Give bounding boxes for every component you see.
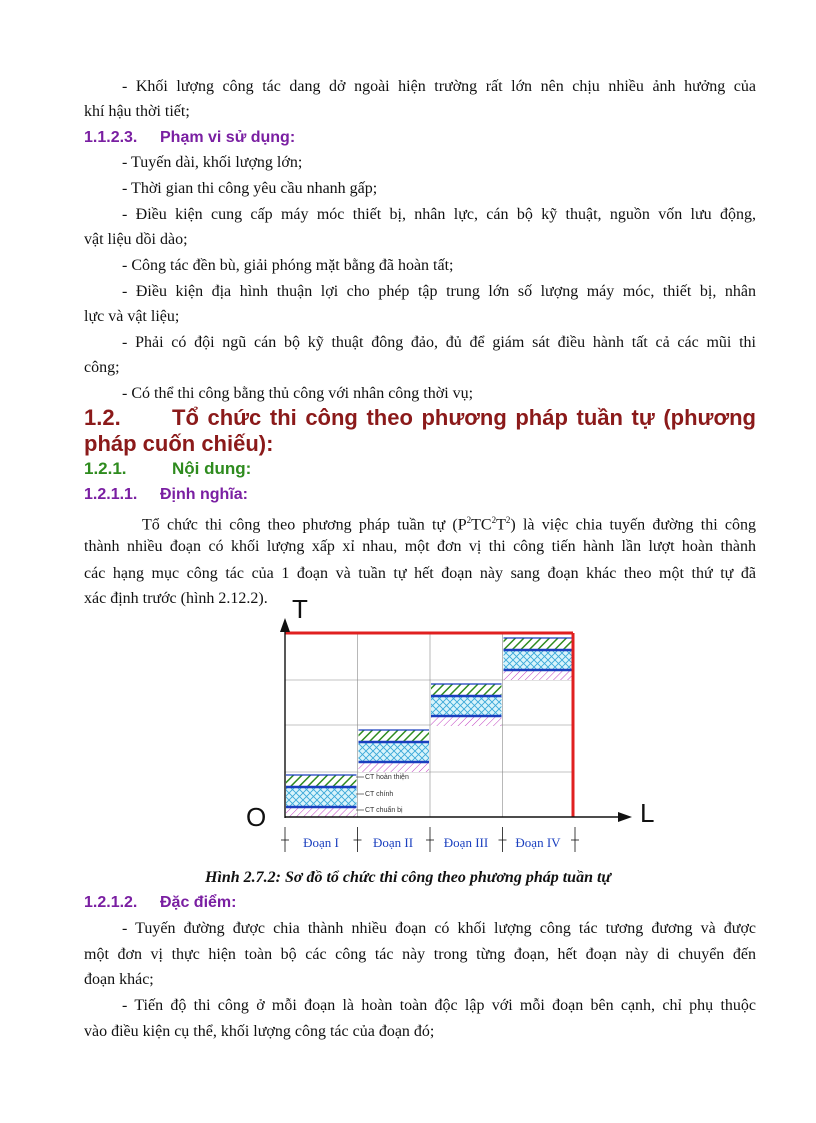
heading-definition [84,485,248,505]
origin-label: O [246,802,267,832]
segment-label-4: Đoạn IV [515,835,561,850]
list-item: - Phải có đội ngũ cán bộ kỹ thuật đông đảo, đủ để giám sát điều hành tất cả các mũi thi [122,334,756,351]
heading-number: 1.2. [84,405,121,430]
list-item: - Điều kiện địa hình thuận lợi cho phép tập trung lớn số lượng máy móc, thiết bị, nhân [122,283,756,300]
text-run: TC [471,516,492,534]
legend-prep-label: CT chuẩn bị [365,807,403,814]
paragraph-line: thành nhiều đoạn có khối lượng xấp xỉ nhau, một đơn vị thi công tiến hành lần lượt hoàn thành [84,538,756,555]
list-item: - Điều kiện cung cấp máy móc thiết bị, nhân lực, cán bộ kỹ thuật, nguồn vốn lưu động, [122,206,756,223]
list-item-continuation: lực và vật liệu; [84,308,180,325]
list-item-continuation: công; [84,359,120,376]
superscript: 2 [466,515,472,525]
main-work-block [504,650,575,670]
list-item: - Tiến độ thi công ở mỗi đoạn là hoàn toàn độc lập với mỗi đoạn bên cạnh, chỉ phụ thuộc [122,997,756,1014]
text-run: Tổ chức thi công theo phương pháp tuần tự (P [142,516,467,534]
list-item-continuation: vật liệu dồi dào; [84,231,188,248]
t-axis-label: T [292,594,308,624]
text-run: T [496,516,506,534]
paragraph-line: xác định trước (hình 2.12.2). [84,590,268,607]
list-item: - Công tác đền bù, giải phóng mặt bằng đã hoàn tất; [122,257,454,274]
main-work-block [431,696,502,716]
text-run: ) là việc chia tuyến đường thi công [510,516,757,534]
finish-work-block [359,730,430,742]
heading-scope [84,128,295,148]
t-axis-arrow [280,618,290,632]
heading-section-1-2-1 [84,458,251,480]
segment-label-2: Đoạn II [372,835,414,850]
finish-work-block [504,638,575,650]
prep-work-block [359,762,430,772]
list-item-continuation: vào điều kiện cụ thể, khối lượng công tác của đoạn đó; [84,1023,435,1040]
l-axis-arrow [618,812,632,822]
figure-caption: Hình 2.7.2: Sơ đồ tổ chức thi công theo phương pháp tuần tự [204,869,611,886]
sequential-construction-diagram [240,590,670,860]
main-work-block [286,787,357,807]
superscript: 2 [505,515,511,525]
l-axis-label: L [640,798,655,828]
prep-work-block [286,807,357,817]
finish-work-block [286,775,357,787]
heading-title: Nội dung: [172,459,252,478]
heading-title-line-1: Tổ chức thi công theo phương pháp tuần tự (phương [172,405,756,430]
superscript: 2 [491,515,497,525]
list-item-continuation: đoạn khác; [84,971,154,988]
list-item: - Có thể thi công bằng thủ công với nhân công thời vụ; [122,385,474,402]
main-work-block [359,742,430,762]
heading-title: Định nghĩa: [160,486,248,503]
heading-characteristics [84,893,236,913]
heading-number: 1.2.1.1. [84,486,138,503]
list-item-continuation: khí hậu thời tiết; [84,103,190,120]
list-item: - Tuyến đường được chia thành nhiều đoạn có khối lượng công tác tương đương và được [122,920,756,937]
segment-label-1: Đoạn I [303,835,339,850]
prep-work-block [504,670,575,680]
list-item: - Khối lượng công tác dang dở ngoài hiện trường rất lớn nên chịu nhiều ảnh hưởng của [122,78,756,95]
heading-number: 1.2.1.2. [84,894,138,911]
list-item: - Thời gian thi công yêu cầu nhanh gấp; [122,180,378,197]
segment-label-3: Đoạn III [443,835,489,850]
heading-number: 1.1.2.3. [84,129,138,146]
finish-work-block [431,684,502,696]
legend-main-label: CT chính [365,791,394,798]
list-item: - Tuyến dài, khối lượng lớn; [122,154,303,171]
heading-number: 1.2.1. [84,459,127,478]
heading-section-1-2 [84,405,756,431]
heading-title: Phạm vi sử dụng: [160,129,296,146]
prep-work-block [431,716,502,726]
heading-title-line-2: pháp cuốn chiếu): [84,431,274,456]
paragraph-line: các hạng mục công tác của 1 đoạn và tuần tự hết đoạn này sang đoạn khác theo một thứ tự đã [84,565,756,582]
heading-title: Đặc điểm: [160,894,237,911]
paragraph-line [84,509,756,536]
legend-finish-label: CT hoàn thiện [365,774,409,781]
list-item-continuation: một đơn vị thực hiện toàn bộ các công tác này trong từng đoạn, hết đoạn này di chuyển đến [84,946,756,963]
